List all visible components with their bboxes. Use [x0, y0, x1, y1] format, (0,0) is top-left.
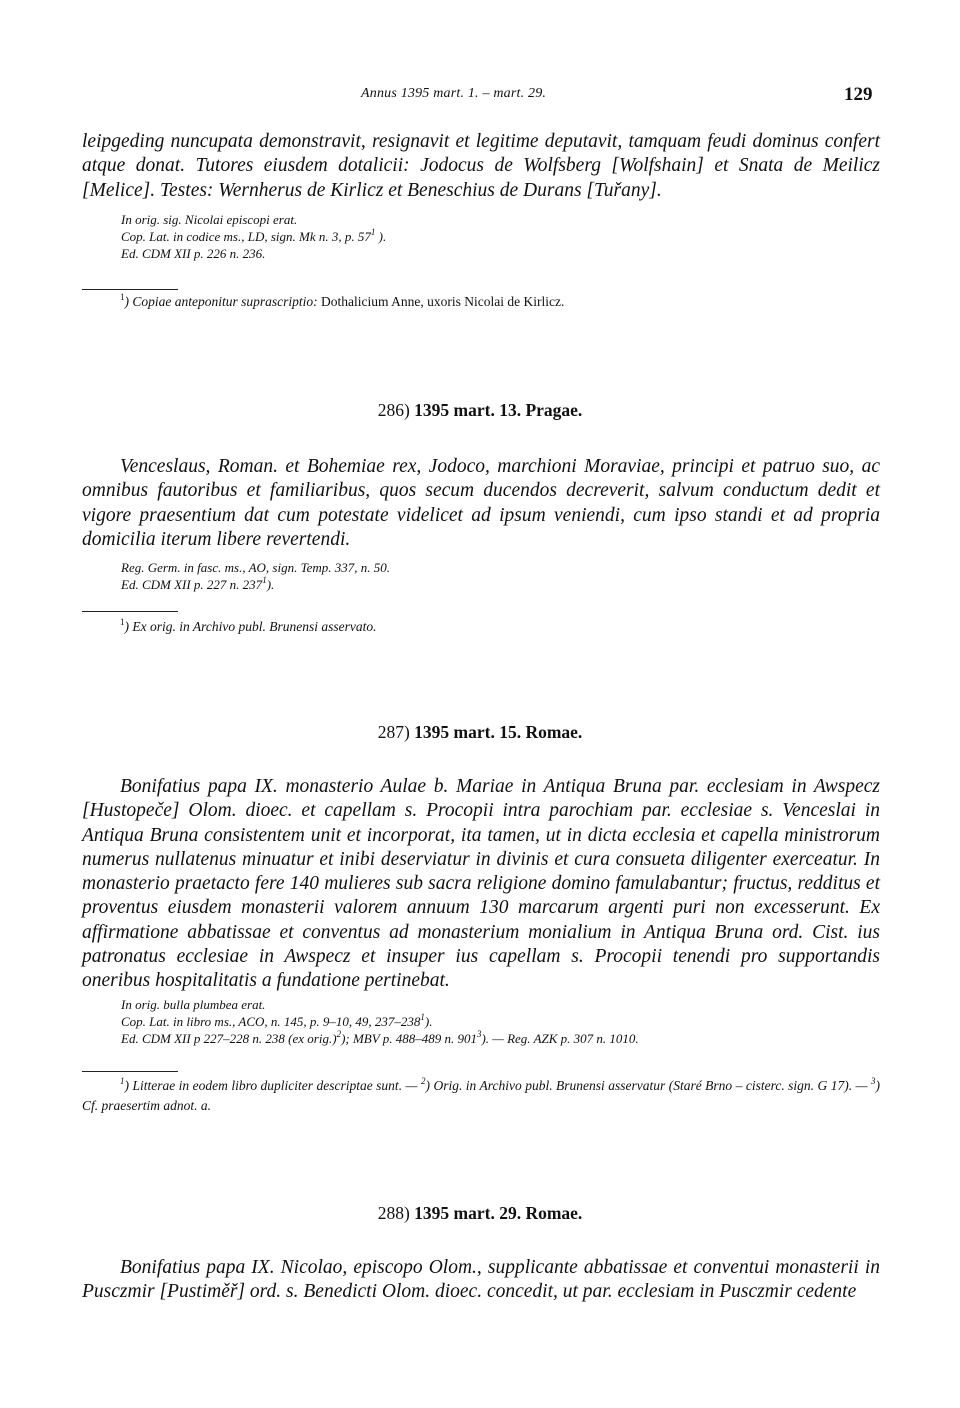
note-line: Cop. Lat. in codice ms., LD, sign. Mk n. 3, p. $57^1$ ).	[121, 227, 387, 245]
entry-287-heading: 287) 1395 mart. 15. Romae.	[377, 722, 583, 742]
entry-286-text: Venceslaus, Roman. et Bohemiae rex, Jodoco, marchioni Moraviae, principi et patruo suo, ac omnibus fautoribus et familiaribus, quos secum ducendos decreverit, salvum conductum dedit et vigore praesentium dat cum potestate videlicet ad ipsum veniendi, cum ipso standi et ad propria domicilia iterum libere revertendi.	[82, 456, 880, 550]
entry-287-footnote: $^1$) Litterae in eodem libro dupliciter descriptae sunt. — $^2$) Orig. in Archivo publ. Brunensi asservatur (Staré Brno – cisterc. sign. G 17). — $^3$) Cf. praesertim adnot. a.	[82, 1076, 881, 1113]
entry-285-text: leipgeding nuncupata demonstravit, resignavit et legitime deputavit, tamquam feudi dominus confert atque donat. Tutores eiusdem dotalicii: Jodocus de Wolfsberg [Wolfshain] et Snata de Meilicz [Melice]. Testes: Wernherus de Kirlicz et Beneschius de Durans [Tuřany].	[82, 131, 880, 201]
entry-286-heading: 286) 1395 mart. 13. Pragae.	[377, 400, 583, 420]
entry-288-text: Bonifatius papa IX. Nicolao, episcopo Olom., supplicante abbatissae et conventui monasterii in Pusczmir [Pustiměř] ord. s. Benedicti Olom. dioec. concedit, ut par. ecclesiam in Pusczmir cedente	[82, 1257, 880, 1303]
entry-286-notes	[121, 559, 881, 593]
entry-287-notes	[121, 996, 881, 1048]
entry-285-notes	[121, 211, 881, 263]
footnote-rule	[82, 289, 178, 290]
page-number: 129	[844, 84, 873, 105]
note-line: Cop. Lat. in libro ms., ACO, n. 145, p. 9–10, 49, $237-238^1$).	[121, 1012, 433, 1030]
entry-287-text: Bonifatius papa IX. monasterio Aulae b. Mariae in Antiqua Bruna par. ecclesiam in Awspecz [Hustopeče] Olom. dioec. et capellam s. Procopii intra parochiam par. ecclesiae s. Venceslai in Antiqua Bruna consistentem unit et incorporat, ita tamen, ut in dicta ecclesia et capella ministrorum numerus nullatenus minuatur et inibi deserviatur in divinis et cura consueta diligenter exerceatur. In monasterio praetacto fere 140 mulieres sub sacra religione domino famulabantur; fructus, redditus et proventus eiusdem monasterii valorem annuum 130 marcarum argenti puri non excesserunt. Ex affirmatione abbatissae et conventus ad monasterium monialium in Antiqua Bruna ord. Cist. ius patronatus ecclesiae in Awspecz et insuper ius capellam s. Procopii tenendi pro supportandis oneribus hospitalitatis a fundatione pertinebat.	[82, 776, 880, 992]
note-line: Ed. CDM XII p. 227 n. $237^1$).	[121, 575, 275, 593]
footnote-rule	[82, 611, 178, 612]
note-line: Ed. CDM XII p 227–228 n. 238 (ex orig.)$^2$); MBV p. 488–489 n. $901^3$). — Reg. AZK p. 307 n. 1010.	[121, 1029, 639, 1047]
note-line: In orig. bulla plumbea erat.	[121, 997, 266, 1012]
entry-288-heading: 288) 1395 mart. 29. Romae.	[377, 1203, 583, 1223]
footnote-rule	[82, 1071, 178, 1072]
entry-286-footnote: $^1$) Ex orig. in Archivo publ. Brunensi asservato.	[120, 617, 377, 634]
entry-285-footnote: $^1$) Copiae anteponitur suprascriptio: Dothalicium Anne, uxoris Nicolai de Kirlicz.	[120, 292, 565, 309]
note-line: In orig. sig. Nicolai episcopi erat.	[121, 212, 298, 227]
note-line: Reg. Germ. in fasc. ms., AO, sign. Temp. 337, n. 50.	[121, 560, 391, 575]
running-head: Annus 1395 mart. 1. – mart. 29.	[361, 86, 547, 101]
note-line: Ed. CDM XII p. 226 n. 236.	[121, 246, 266, 262]
